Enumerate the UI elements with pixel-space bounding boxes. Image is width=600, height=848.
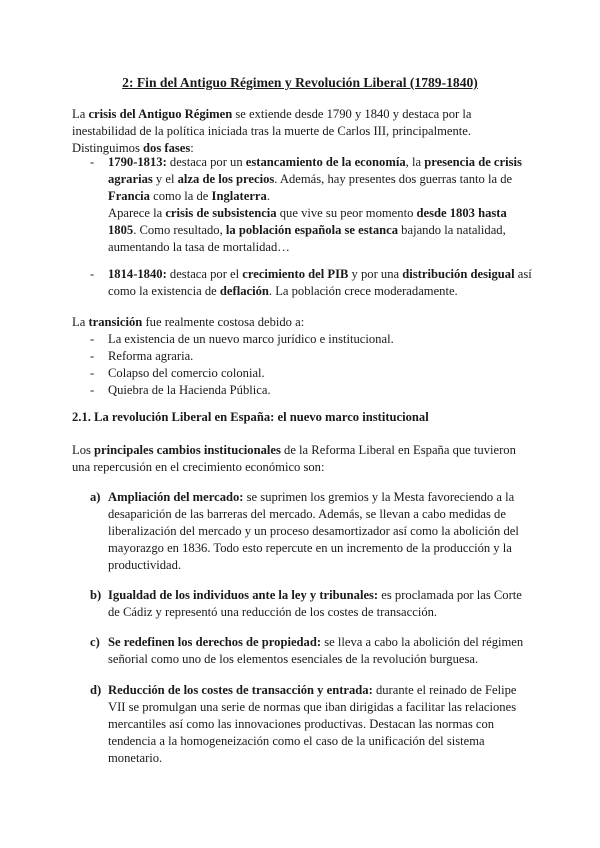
phase-2-text-2: y por una: [348, 267, 403, 281]
phase-2-bold-3: distribución desigual: [402, 267, 515, 281]
dash-bullet: -: [90, 155, 95, 169]
phase-2-bold-2: crecimiento del PIB: [242, 267, 349, 281]
phase-1-bold-6: Inglaterra: [211, 189, 267, 203]
dash-bullet: -: [90, 349, 95, 363]
phase-1-text-3: y el: [152, 172, 178, 186]
item-d-title: Reducción de los costes de transacción y entrada:: [108, 683, 373, 697]
intro-bold-2: dos fases: [143, 141, 191, 155]
list-item: [72, 587, 532, 621]
list-item: [72, 682, 532, 767]
phase-1-period: 1790-1813:: [108, 155, 167, 169]
list-item: [72, 489, 532, 574]
phase-1-p2-bold-1: crisis de subsistencia: [165, 206, 277, 220]
transition-bold: transición: [88, 315, 143, 329]
phases-list: [72, 154, 532, 256]
phase-1-p2-text-1: Aparece la: [108, 206, 166, 220]
phase-2-bold-4: deflación: [219, 284, 269, 298]
section-intro-bold: principales cambios institucionales: [94, 443, 281, 457]
list-marker: a): [90, 490, 101, 504]
phase-2-text-1: destaca por el: [166, 267, 243, 281]
phase-1-bold-5: Francia: [108, 189, 150, 203]
changes-list-a: [72, 489, 532, 574]
phase-2-text-3: así como la existencia de: [108, 267, 532, 298]
phase-1-text-4: . Además, hay presentes dos guerras tanto la de: [274, 172, 513, 186]
transition-text-2: fue realmente costosa debido a:: [142, 315, 305, 329]
intro-text-2: se extiende desde 1790 y 1840 y destaca por la inestabilidad de la política iniciada tras la muerte de Carlos III, principalmente. Distinguimos: [72, 107, 472, 155]
phase-1-bold-2: estancamiento de la economía: [245, 155, 406, 169]
transition-item-4: Quiebra de la Hacienda Pública.: [108, 383, 271, 397]
phase-1-text-5: como la de: [149, 189, 212, 203]
phase-1-p2-bold-3: la población española se estanca: [225, 223, 399, 237]
dash-bullet: -: [90, 383, 95, 397]
phase-1-p2-text-4: bajando la natalidad, aumentando la tasa de mortalidad…: [108, 223, 506, 254]
changes-list-c: [72, 634, 532, 668]
list-item: [72, 348, 532, 365]
dash-bullet: -: [90, 267, 95, 281]
item-b-title: Igualdad de los individuos ante la ley y tribunales:: [108, 588, 379, 602]
section-intro-text-1: Los: [72, 443, 95, 457]
phase-2-period: 1814-1840:: [108, 267, 167, 281]
item-b-text: es proclamada por las Corte de Cádiz y representó una reducción de los costes de transacción.: [108, 588, 522, 619]
transition-list: [72, 331, 532, 399]
phase-item-1: [72, 154, 532, 256]
intro-bold-1: crisis del Antiguo Régimen: [88, 107, 233, 121]
page-title: 2: Fin del Antiguo Régimen y Revolución Liberal (1789-1840): [122, 75, 478, 90]
item-c-text: se lleva a cabo la abolición del régimen señorial como uno de los elementos esenciales de la revolución burguesa.: [108, 635, 524, 666]
list-item: [72, 331, 532, 348]
phase-1-p2-text-3: . Como resultado,: [133, 223, 226, 237]
list-item: [72, 365, 532, 382]
intro-text-3: :: [190, 141, 194, 155]
changes-list-d: [72, 682, 532, 767]
transition-item-1: La existencia de un nuevo marco jurídico e institucional.: [108, 332, 394, 346]
transition-item-3: Colapso del comercio colonial.: [108, 366, 265, 380]
changes-list-b: [72, 587, 532, 621]
list-marker: b): [90, 588, 102, 602]
section-intro-paragraph: [72, 442, 530, 476]
intro-text-1: La: [72, 107, 89, 121]
list-marker: d): [90, 683, 102, 697]
list-item: [72, 634, 532, 668]
item-a-text: se suprimen los gremios y la Mesta favoreciendo a la desaparición de las barreras del mercado. Además, se llevan a cabo medidas de liberalización del mercado y un proceso desamortizador así como la abolición del mayorazgo en 1836. Todo esto repercute en un incremento de la producción y la productividad.: [108, 490, 519, 572]
list-item: [72, 382, 532, 399]
transition-paragraph: [72, 314, 530, 331]
transition-item-2: Reforma agraria.: [108, 349, 194, 363]
list-marker: c): [90, 635, 100, 649]
dash-bullet: -: [90, 366, 95, 380]
intro-paragraph: [72, 106, 530, 157]
item-d-text: durante el reinado de Felipe VII se promulgan una serie de normas que iban dirigidas a facilitar las relaciones mercantiles así como las innovaciones productivas. Destacan las normas con tendencia a la homogeneización como el caso de la unificación del sistema monetario.: [108, 683, 517, 765]
phase-1-text-1: destaca por un: [166, 155, 246, 169]
dash-bullet: -: [90, 332, 95, 346]
transition-text-1: La: [72, 315, 89, 329]
item-a-title: Ampliación del mercado:: [108, 490, 244, 504]
section-intro-text-2: de la Reforma Liberal en España que tuvieron una repercusión en el crecimiento económico son:: [72, 443, 516, 474]
phase-1-bold-3: presencia de crisis agrarias: [108, 155, 522, 186]
phase-1-text-2: , la: [405, 155, 425, 169]
item-c-title: Se redefinen los derechos de propiedad:: [108, 635, 322, 649]
phases-list-2: [72, 266, 532, 300]
phase-1-bold-4: alza de los precios: [177, 172, 275, 186]
phase-1-p2-bold-2: desde 1803 hasta 1805: [108, 206, 507, 237]
phase-1-text-6: .: [266, 189, 270, 203]
phase-1-p2-text-2: que vive su peor momento: [276, 206, 417, 220]
phase-2-text-4: . La población crece moderadamente.: [268, 284, 458, 298]
section-heading: 2.1. La revolución Liberal en España: el nuevo marco institucional: [72, 410, 429, 424]
phase-item-2: [72, 266, 532, 300]
